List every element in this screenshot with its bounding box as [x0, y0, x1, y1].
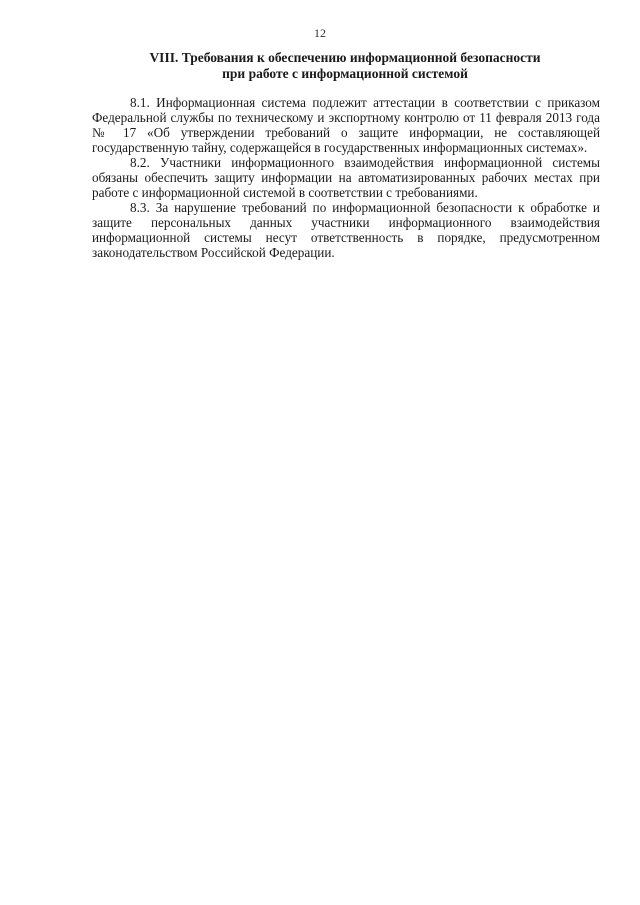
- section-title-line-2: при работе с информационной системой: [222, 66, 468, 81]
- page-number: 12: [314, 26, 326, 40]
- paragraph-8-3: 8.3. За нарушение требований по информационной безопасности к обработке и защите персональных данных участники информационного взаимодействия информационной системы несут ответственность в порядке, предусмотренном законодательством Российской Федерации.: [92, 200, 600, 260]
- paragraph-8-1: 8.1. Информационная система подлежит аттестации в соответствии с приказом Федеральной службы по техническому и экспортному контролю от 11 февраля 2013 года № 17 «Об утверждении требований о защите информации, не составляющей государственную тайну, содержащейся в государственных информационных системах».: [92, 95, 600, 155]
- section-title-line-1: VIII. Требования к обеспечению информационной безопасности: [149, 50, 541, 65]
- section-title: [90, 50, 600, 82]
- document-body: [92, 95, 600, 260]
- paragraph-8-2: 8.2. Участники информационного взаимодействия информационной системы обязаны обеспечить защиту информации на автоматизированных рабочих местах при работе с информационной системой в соответствии с требованиями.: [92, 155, 600, 200]
